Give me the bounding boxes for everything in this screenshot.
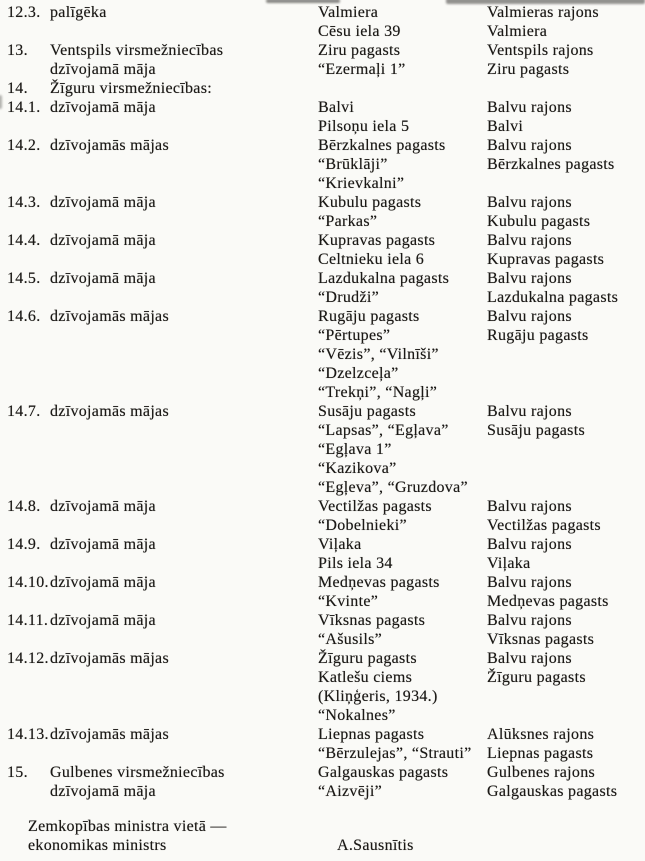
cell-loc: “Bērzulejas”, “Strauti” [318,745,472,762]
cell-num [7,421,50,440]
cell-loc: “Dobelnieki” [318,517,407,534]
table-row [7,193,645,212]
table-row [7,725,645,744]
cell-region: Rugāju pagasts [487,327,589,344]
cell-loc: “Egļeva”, “Gruzdova” [318,479,468,496]
cell-num: 12.3. [7,4,41,21]
cell-region: Valmiera [487,23,548,40]
cell-num: 14.9. [7,536,41,553]
table-row [7,592,645,611]
cell-region: Balvu rajons [487,137,572,154]
cell-desc: dzīvojamā māja [50,270,156,287]
table-row [7,744,645,763]
cell-region [487,345,645,364]
cell-num: 15. [7,764,28,781]
cell-desc: palīgēka [50,4,107,21]
scan-artifact-top-right [446,0,645,4]
cell-loc: Valmiera [318,4,379,21]
table-row [7,687,645,706]
table-row [7,573,645,592]
table-row [7,3,645,22]
cell-desc: dzīvojamā māja [50,536,156,553]
table-row [7,307,645,326]
cell-desc [50,440,318,459]
cell-num [7,782,50,801]
cell-region [487,79,645,98]
cell-num [7,174,50,193]
cell-loc: Pils iela 34 [318,555,393,572]
cell-loc: “Egļava 1” [318,441,392,458]
table-row [7,41,645,60]
table-row [7,535,645,554]
cell-region [487,364,645,383]
table-row [7,516,645,535]
cell-num [7,516,50,535]
cell-num: 13. [7,42,28,59]
cell-desc [50,687,318,706]
table-row [7,364,645,383]
cell-desc: dzīvojamās mājas [50,650,169,667]
cell-desc [50,326,318,345]
cell-loc: Celtnieku iela 6 [318,251,425,268]
cell-num [7,478,50,497]
cell-loc: “Parkas” [318,213,378,230]
cell-num [7,668,50,687]
cell-num [7,554,50,573]
cell-desc: dzīvojamās mājas [50,726,169,743]
cell-loc: “Krievkalni” [318,175,405,192]
cell-desc [50,630,318,649]
cell-num: 14. [7,80,28,97]
cell-region [487,478,645,497]
cell-desc [50,250,318,269]
cell-region: Medņevas pagasts [487,593,609,610]
cell-num [7,155,50,174]
scan-artifact-top-left [266,0,340,3]
table-row [7,668,645,687]
cell-loc: Vectilžas pagasts [318,498,432,515]
table-row [7,79,645,98]
cell-desc: Žīguru virsmežniecības: [50,80,212,97]
cell-desc: dzīvojamā māja [50,612,156,629]
cell-desc: dzīvojamā māja [50,498,156,515]
cell-desc: dzīvojamā māja [50,61,156,78]
cell-loc: Rugāju pagasts [318,308,420,325]
cell-num: 14.4. [7,232,41,249]
cell-loc: Galgauskas pagasts [318,764,449,781]
cell-region: Gulbenes rajons [487,764,596,781]
cell-loc: Pilsoņu iela 5 [318,118,410,135]
table-row [7,345,645,364]
table-row [7,136,645,155]
table-row [7,269,645,288]
cell-loc: Ziru pagasts [318,42,401,59]
cell-region: Liepnas pagasts [487,745,594,762]
cell-region: Ziru pagasts [487,61,570,78]
table-row [7,630,645,649]
cell-num [7,60,50,79]
cell-region: Kupravas pagasts [487,251,605,268]
cell-loc: “Vēzis”, “Vilnīši” [318,346,439,363]
signature-block [0,817,645,857]
table-row [7,155,645,174]
cell-num: 14.8. [7,498,41,515]
scan-artifact-left-edge [0,95,2,109]
cell-loc: Katlešu ciems [318,669,413,686]
cell-desc [50,421,318,440]
cell-desc: dzīvojamā māja [50,194,156,211]
cell-num [7,117,50,136]
cell-num [7,706,50,725]
cell-desc [50,706,318,725]
cell-desc [50,155,318,174]
cell-desc: dzīvojamā māja [50,99,156,116]
cell-num: 14.6. [7,308,41,325]
table-row [7,117,645,136]
cell-region: Balvu rajons [487,194,572,211]
cell-desc: dzīvojamā māja [50,232,156,249]
cell-loc: “Ezermaļi 1” [318,61,406,78]
cell-region: Kubulu pagasts [487,213,591,230]
table-row [7,60,645,79]
table-row [7,763,645,782]
cell-region: Galgauskas pagasts [487,783,618,800]
cell-loc: Kupravas pagasts [318,232,436,249]
cell-num [7,459,50,478]
cell-region: Vectilžas pagasts [487,517,601,534]
table-row [7,326,645,345]
cell-region: Balvu rajons [487,574,572,591]
table-row [7,421,645,440]
table-row [7,459,645,478]
cell-region: Balvu rajons [487,403,572,420]
cell-num [7,687,50,706]
cell-desc: Ventspils virsmežniecības [50,42,224,59]
cell-desc [50,345,318,364]
cell-desc [50,668,318,687]
cell-num: 14.3. [7,194,41,211]
cell-loc: “Brūklāji” [318,156,388,173]
table-row [7,383,645,402]
cell-loc: “Ašusils” [318,631,383,648]
cell-desc: Gulbenes virsmežniecības [50,764,225,781]
table-row [7,174,645,193]
cell-loc: Viļaka [318,536,362,553]
cell-num: 14.2. [7,137,41,154]
cell-desc: dzīvojamās mājas [50,308,169,325]
cell-loc: “Kazikova” [318,460,397,477]
cell-num: 14.10. [7,574,49,591]
cell-desc [50,554,318,573]
cell-desc [50,383,318,402]
cell-region: Susāju pagasts [487,422,585,439]
cell-num: 14.1. [7,99,41,116]
cell-region: Valmieras rajons [487,4,599,21]
cell-num [7,250,50,269]
cell-desc [50,516,318,535]
cell-region [487,459,645,478]
cell-num: 14.5. [7,270,41,287]
cell-loc: Medņevas pagasts [318,574,440,591]
cell-region: Balvu rajons [487,650,572,667]
table-row [7,250,645,269]
cell-num [7,744,50,763]
cell-loc: “Dzelzceļa” [318,365,399,382]
cell-num [7,288,50,307]
cell-loc: Lazdukalna pagasts [318,270,450,287]
table-row [7,402,645,421]
cell-loc: “Pērtupes” [318,327,391,344]
cell-num [7,212,50,231]
table-row [7,98,645,117]
cell-num [7,630,50,649]
table-row [7,478,645,497]
table-row [7,212,645,231]
cell-desc [50,478,318,497]
cell-loc: “Kvinte” [318,593,379,610]
cell-num [7,383,50,402]
cell-loc: “Lapsas”, “Egļava” [318,422,449,439]
cell-loc: “Aizvēji” [318,783,382,800]
cell-num: 14.11. [7,612,49,629]
cell-loc: Kubulu pagasts [318,194,422,211]
cell-region: Balvu rajons [487,232,572,249]
cell-desc [50,117,318,136]
cell-region: Balvu rajons [487,270,572,287]
cell-desc: dzīvojamās mājas [50,137,169,154]
cell-region: Balvu rajons [487,308,572,325]
cell-desc: dzīvojamā māja [50,574,156,591]
signatory-name: A.Sausnītis [337,837,414,854]
cell-num [7,592,50,611]
cell-desc [50,459,318,478]
cell-region: Lazdukalna pagasts [487,289,619,306]
table-row [7,782,645,801]
cell-num [7,22,50,41]
cell-region: Ventspils rajons [487,42,594,59]
cell-num [7,440,50,459]
cell-num: 14.7. [7,403,41,420]
cell-loc: “Nokalnes” [318,707,396,724]
cell-region: Balvu rajons [487,498,572,515]
cell-loc: Žīguru pagasts [318,650,417,667]
cell-num [7,345,50,364]
cell-region: Viļaka [487,555,531,572]
cell-desc [50,288,318,307]
cell-loc: Vīksnas pagasts [318,612,426,629]
cell-desc [50,174,318,193]
cell-region: Balvu rajons [487,536,572,553]
table-row [7,706,645,725]
table-row [7,440,645,459]
cell-region: Vīksnas pagasts [487,631,595,648]
table-row [7,22,645,41]
cell-loc: (Kliņģeris, 1934.) [318,688,438,705]
cell-region [487,174,645,193]
cell-region: Alūksnes rajons [487,726,595,743]
signatory-title-line-2: ekonomikas ministrs [28,837,167,854]
cell-num [7,326,50,345]
cell-loc: Susāju pagasts [318,403,416,420]
cell-num: 14.13. [7,726,49,743]
cell-loc: Liepnas pagasts [318,726,425,743]
cell-desc [50,744,318,763]
cell-region: Balvu rajons [487,99,572,116]
table-row [7,649,645,668]
cell-region: Bērzkalnes pagasts [487,156,615,173]
cell-region [487,383,645,402]
cell-loc: Cēsu iela 39 [318,23,401,40]
cell-region: Žīguru pagasts [487,669,586,686]
cell-region [487,687,645,706]
table-row [7,497,645,516]
table-row [7,288,645,307]
table-row [7,554,645,573]
cell-loc [318,79,487,98]
cell-desc: dzīvojamā māja [50,783,156,800]
cell-desc [50,212,318,231]
cell-desc: dzīvojamās mājas [50,403,169,420]
cell-loc: Bērzkalnes pagasts [318,137,446,154]
cell-desc [50,364,318,383]
cell-loc: Balvi [318,99,355,116]
cell-loc: “Trekņi”, “Nagļi” [318,384,438,401]
cell-region [487,440,645,459]
cell-desc [50,22,318,41]
cell-region: Balvi [487,118,524,135]
cell-region [487,706,645,725]
table-row [7,231,645,250]
table-row [7,611,645,630]
cell-desc [50,592,318,611]
cell-loc: “Drudži” [318,289,380,306]
cell-num: 14.12. [7,650,49,667]
cell-num [7,364,50,383]
signatory-title-line-1: Zemkopības ministra vietā — [28,818,227,835]
cell-region: Balvu rajons [487,612,572,629]
